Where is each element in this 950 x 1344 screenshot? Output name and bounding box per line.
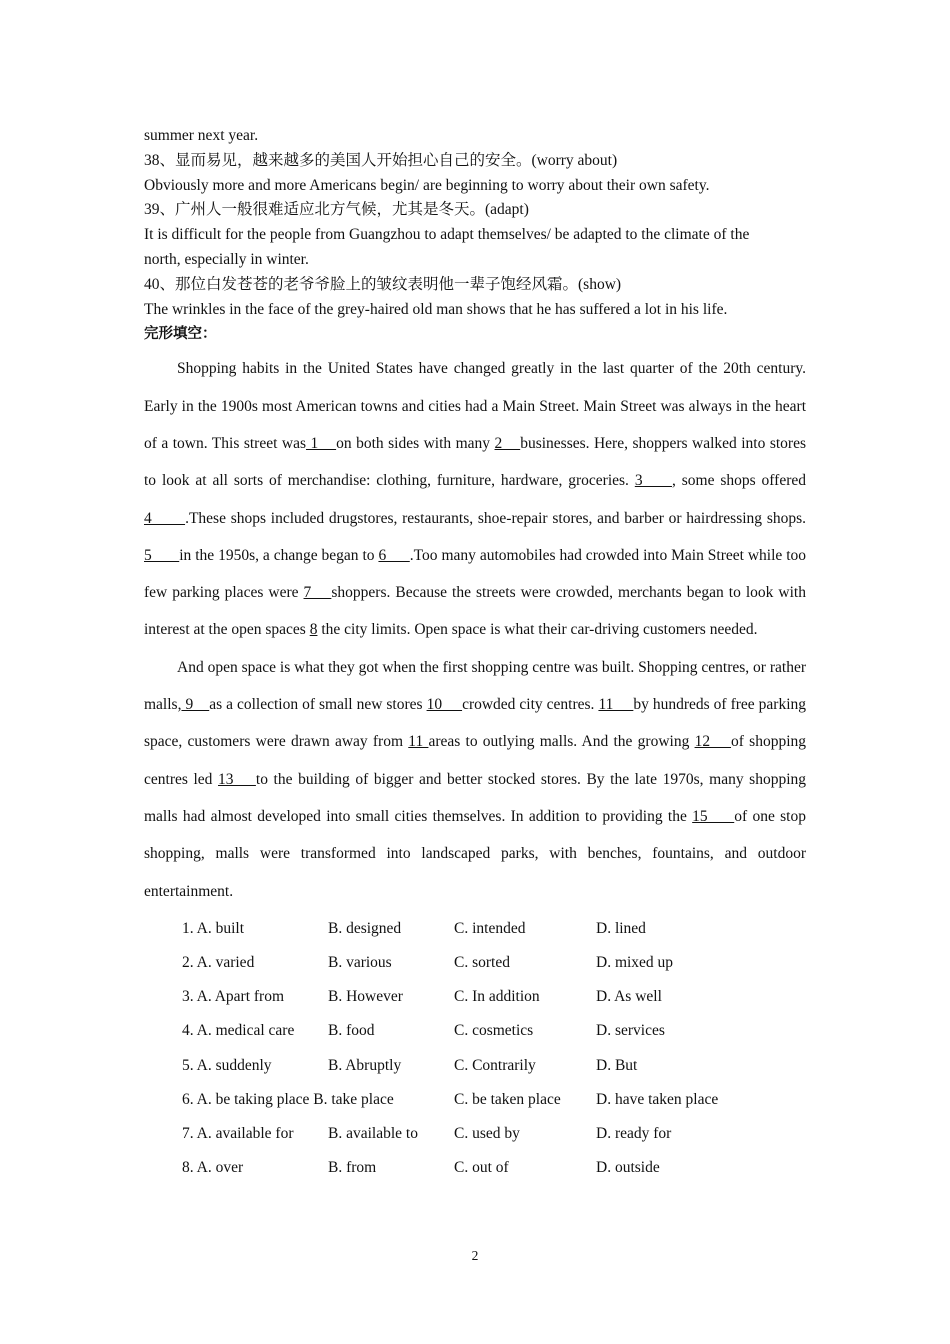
option-a: 4. A. medical care — [182, 1022, 295, 1040]
option-c: C. cosmetics — [454, 1022, 534, 1040]
option-row — [182, 912, 806, 946]
option-row — [182, 1014, 806, 1048]
option-a-b: 6. A. be taking place B. take place — [182, 1090, 394, 1108]
paragraph-text: Shopping habits in the United States have changed greatly in the last quarter of the 20th century. Early in the 1900s most American towns and cities had a Main Street. Main Street was always in the heart of a town. This street was — [144, 360, 806, 452]
option-d: D. outside — [596, 1159, 660, 1177]
paragraph-text: areas to outlying malls. And the growing — [428, 733, 695, 751]
blank-number: 9 — [181, 696, 210, 714]
option-a: 8. A. over — [182, 1159, 244, 1177]
option-c: C. out of — [454, 1159, 509, 1177]
page-number: 2 — [471, 1248, 479, 1263]
blank-number: 2 — [494, 434, 521, 452]
option-row — [182, 1117, 806, 1151]
option-a: 7. A. available for — [182, 1124, 294, 1142]
blank-number: 10 — [426, 696, 463, 714]
question-40: 40、那位白发苍苍的老爷爷脸上的皱纹表明他一辈子饱经风霜。(show) — [144, 275, 622, 293]
paragraph-text: the city limits. Open space is what their car-driving customers needed. — [317, 621, 758, 639]
paragraph-text: .These shops included drugstores, restaurants, shoe-repair stores, and barber or hairdressing shops. — [185, 509, 807, 527]
blank-number: 5 — [144, 546, 180, 564]
blank-number: 1 — [305, 434, 337, 452]
paragraph-text: on both sides with many — [336, 434, 495, 452]
answer-39-line-2: north, especially in winter. — [144, 250, 309, 268]
document-page — [144, 124, 806, 1185]
blank-number: 11 — [408, 733, 429, 751]
paragraph-text: as a collection of small new stores — [209, 696, 427, 714]
blank-number: 7 — [303, 584, 332, 602]
cloze-paragraph-1 — [144, 350, 806, 648]
blank-number: 11 — [598, 696, 634, 714]
blank-number: 4 — [144, 509, 186, 527]
option-c: C. intended — [454, 919, 526, 937]
paragraph-text: And open space is what they got when the first shopping centre was built. Shopping centres, or rather malls, — [144, 658, 806, 714]
blank-number: 8 — [309, 621, 318, 639]
paragraph-text: shoppers. Because the streets were crowded, merchants began to look with interest at the open spaces — [144, 584, 806, 639]
paragraph-text: in the 1950s, a change began to — [179, 546, 379, 564]
question-39: 39、广州人一般很难适应北方气候，尤其是冬天。(adapt) — [144, 201, 529, 219]
option-b: B. available to — [328, 1124, 418, 1142]
option-d: D. have taken place — [596, 1090, 719, 1108]
option-a: 3. A. Apart from — [182, 988, 285, 1006]
paragraph-text: .Too many automobiles had crowded into Main Street while too few parking places were — [144, 546, 807, 602]
option-b: B. various — [328, 954, 392, 972]
paragraph-text: of one stop shopping, malls were transformed into landscaped parks, with benches, fountains, and outdoor entertainment. — [144, 807, 806, 900]
option-d: D. As well — [596, 988, 662, 1006]
paragraph-text: of shopping centres led — [144, 733, 807, 788]
blank-number: 3 — [634, 472, 672, 490]
options-list — [144, 912, 806, 1186]
option-c: C. used by — [454, 1124, 520, 1142]
option-c: C. be taken place — [454, 1090, 561, 1108]
option-c: C. sorted — [454, 954, 510, 972]
option-row — [182, 980, 806, 1014]
paragraph-text: crowded city centres. — [462, 696, 599, 714]
text-line: summer next year. — [144, 127, 259, 144]
paragraph-text: by hundreds of free parking space, customers were drawn away from — [144, 696, 807, 751]
blank-number: 6 — [378, 546, 410, 564]
option-d: D. ready for — [596, 1124, 672, 1142]
option-d: D. But — [596, 1056, 638, 1074]
blank-number: 12 — [694, 733, 732, 751]
section-heading: 完形填空： — [144, 326, 217, 343]
option-a: 1. A. built — [182, 919, 245, 937]
paragraph-text: to the building of bigger and better stocked stores. By the late 1970s, many shopping malls had almost developed into small cities themselves. In addition to providing the — [144, 770, 806, 825]
option-b: B. designed — [328, 919, 402, 937]
option-c: C. Contrarily — [454, 1056, 536, 1074]
answer-38: Obviously more and more Americans begin/ are beginning to worry about their own safety. — [144, 176, 710, 194]
paragraph-text: businesses. Here, shoppers walked into stores to look at all sorts of merchandise: clothing, furniture, hardware, groceries. — [144, 434, 807, 490]
cloze-paragraph-2 — [144, 649, 806, 910]
option-a: 5. A. suddenly — [182, 1056, 272, 1074]
option-b: B. Abruptly — [328, 1056, 402, 1074]
answer-39-line-1: It is difficult for the people from Guangzhou to adapt themselves/ be adapted to the climate of the — [144, 226, 750, 244]
option-row — [182, 1151, 806, 1185]
option-b: B. from — [328, 1159, 377, 1177]
option-c: C. In addition — [454, 988, 540, 1006]
option-a: 2. A. varied — [182, 954, 255, 972]
blank-number: 15 — [692, 807, 735, 825]
option-d: D. mixed up — [596, 954, 674, 972]
option-row — [182, 946, 806, 980]
paragraph-text: , some shops offered — [671, 472, 807, 490]
option-b: B. food — [328, 1022, 375, 1040]
option-d: D. services — [596, 1022, 665, 1040]
option-row — [182, 1049, 806, 1083]
option-row — [182, 1083, 806, 1117]
option-d: D. lined — [596, 919, 646, 937]
blank-number: 13 — [218, 770, 256, 788]
question-38: 38、显而易见，越来越多的美国人开始担心自己的安全。(worry about) — [144, 151, 618, 169]
answer-40: The wrinkles in the face of the grey-haired old man shows that he has suffered a lot in his life. — [144, 300, 728, 318]
option-b: B. However — [328, 988, 403, 1006]
